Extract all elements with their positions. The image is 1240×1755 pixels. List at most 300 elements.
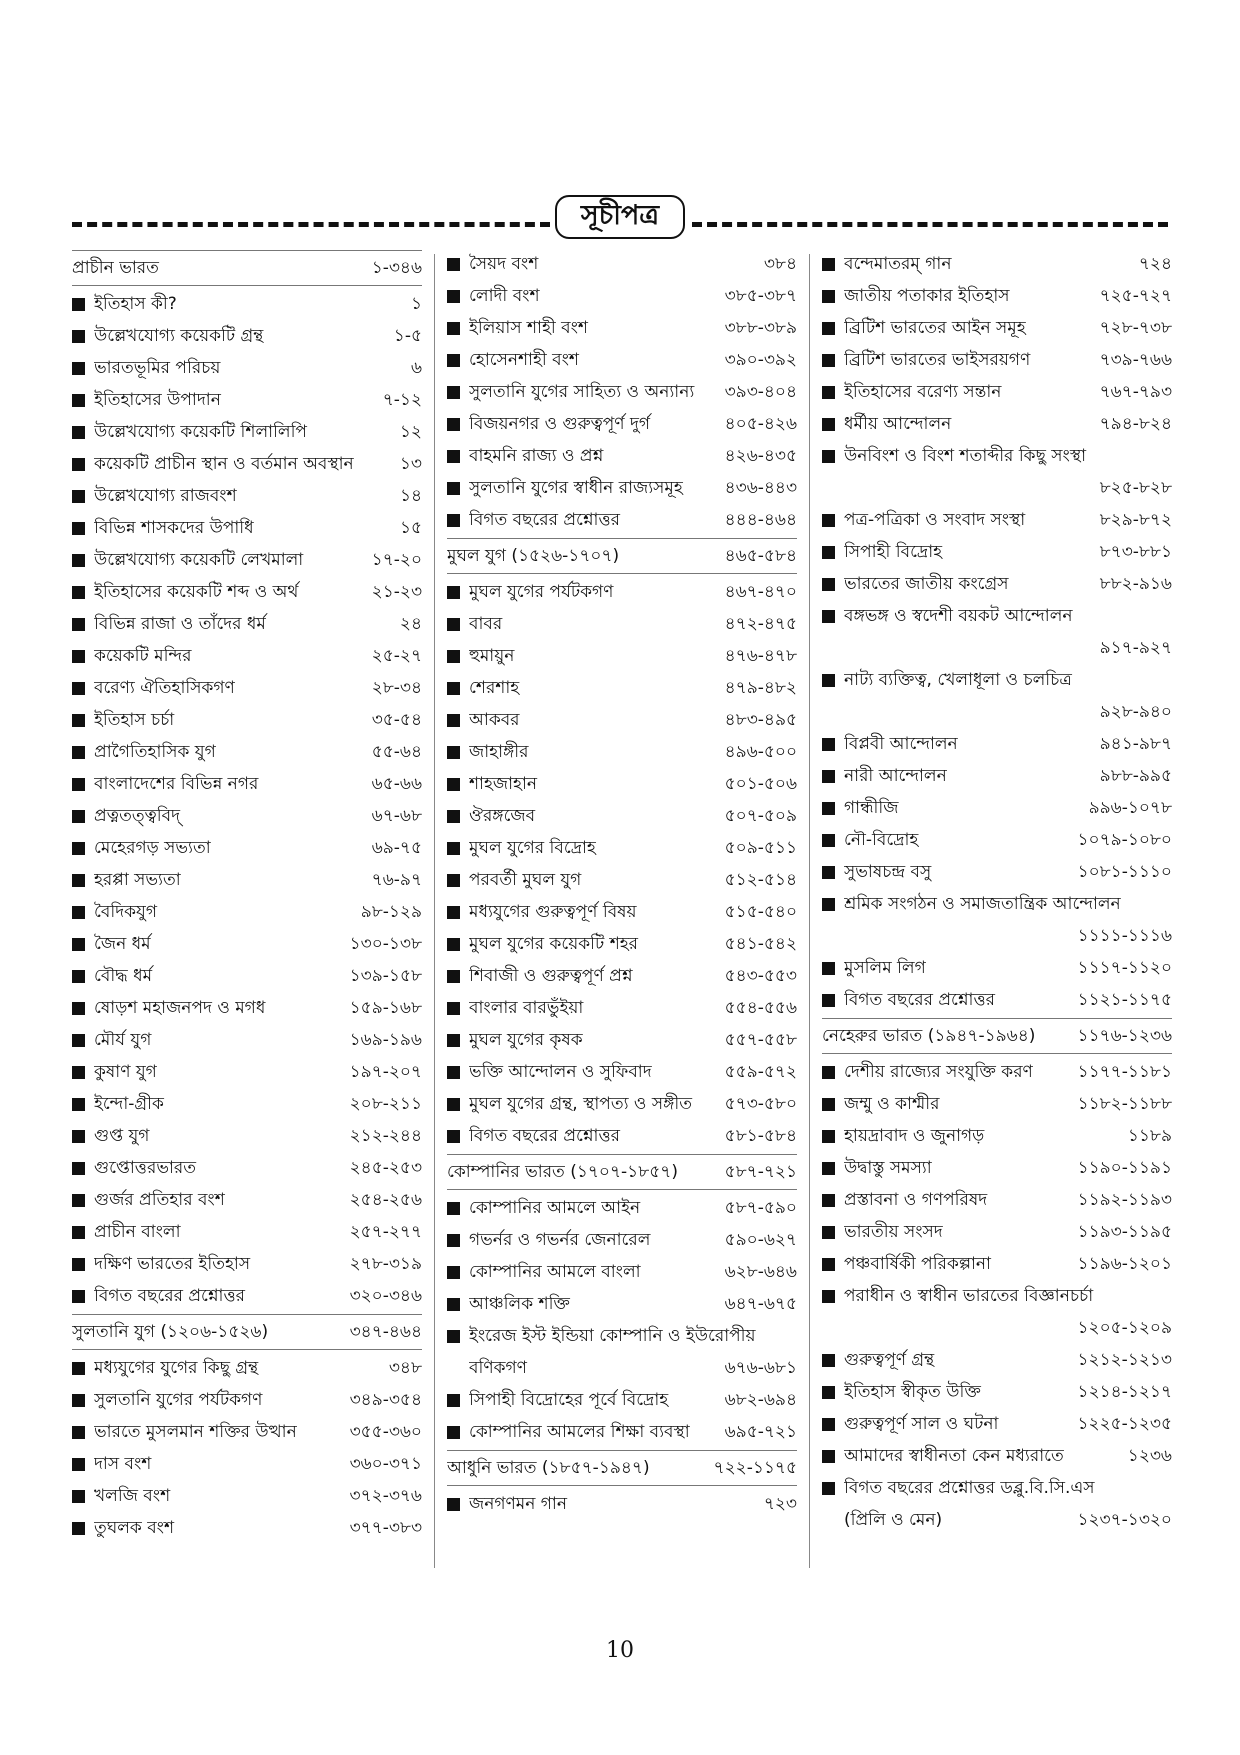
entry-title: খলজি বংশ — [94, 1486, 171, 1506]
toc-entry — [447, 376, 797, 408]
entry-page-range: ৭-১২ — [382, 390, 422, 410]
bullet-square-icon — [72, 650, 85, 663]
bullet-square-icon — [72, 1362, 85, 1375]
toc-entry — [822, 1184, 1172, 1216]
toc-entry — [447, 1488, 797, 1520]
bullet-square-icon — [822, 610, 835, 623]
entry-title: সুলতানি যুগের স্বাধীন রাজ্যসমূহ — [469, 478, 683, 498]
entry-page-range: ৯২৮-৯৪০ — [1099, 702, 1172, 722]
entry-page-range: ৫১২-৫১৪ — [724, 870, 797, 890]
toc-entry — [447, 472, 797, 504]
toc-entry — [447, 992, 797, 1024]
entry-page-range: ৫৮১-৫৮৪ — [724, 1126, 797, 1146]
entry-title: আমাদের স্বাধীনতা কেন মধ্যরাতে — [844, 1446, 1064, 1466]
bullet-square-icon — [72, 1426, 85, 1439]
entry-page-range: ৭২৫-৭২৭ — [1099, 286, 1172, 306]
entry-page-range: ৪৭২-৪৭৫ — [724, 614, 797, 634]
toc-entry — [72, 448, 422, 480]
entry-page-range: ১১৯০-১১৯১ — [1077, 1158, 1172, 1178]
toc-entry — [822, 568, 1172, 600]
section-page-range: ৭২২-১১৭৫ — [713, 1458, 797, 1478]
entry-title: বরেণ্য ঐতিহাসিকগণ — [94, 678, 235, 698]
entry-title: প্রত্নতত্ত্ববিদ্ — [94, 806, 181, 826]
entry-page-range: ২৪৫-২৫৩ — [349, 1158, 422, 1178]
entry-title: গুরুত্বপূর্ণ সাল ও ঘটনা — [844, 1414, 999, 1434]
entry-title: ভারতে মুসলমান শক্তির উত্থান — [94, 1422, 297, 1442]
column-divider — [809, 254, 810, 1568]
entry-title: হরপ্পা সভ্যতা — [94, 870, 181, 890]
bullet-square-icon — [822, 1354, 835, 1367]
entry-page-range: ১১৮২-১১৮৮ — [1077, 1094, 1172, 1114]
entry-title: জৈন ধর্ম — [94, 934, 151, 954]
entry-page-range: ২৭৮-৩১৯ — [349, 1254, 422, 1274]
bullet-square-icon — [72, 394, 85, 407]
toc-entry — [72, 1088, 422, 1120]
toc-entry — [822, 376, 1172, 408]
entry-page-range: ৬৮২-৬৯৪ — [724, 1390, 797, 1410]
entry-title: কোম্পানির আমলের শিক্ষা ব্যবস্থা — [469, 1422, 690, 1442]
entry-page-range: ৭৬-৯৭ — [371, 870, 422, 890]
toc-entry — [822, 664, 1172, 696]
toc-entry — [822, 504, 1172, 536]
entry-title: মুঘল যুগের কয়েকটি শহর — [469, 934, 639, 954]
entry-title: সৈয়দ বংশ — [469, 254, 539, 274]
entry-page-range: ৫০১-৫০৬ — [724, 774, 797, 794]
toc-entry — [447, 1192, 797, 1224]
entry-page-range: ১৪ — [399, 486, 422, 506]
toc-entry — [72, 832, 422, 864]
bullet-square-icon — [447, 1202, 460, 1215]
bullet-square-icon — [447, 1098, 460, 1111]
entry-title: ব্রিটিশ ভারতের ভাইসরয়গণ — [844, 350, 1031, 370]
bullet-square-icon — [72, 970, 85, 983]
toc-entry — [822, 344, 1172, 376]
bullet-square-icon — [822, 514, 835, 527]
entry-page-range: ৫৫৯-৫৭২ — [724, 1062, 797, 1082]
bullet-square-icon — [822, 322, 835, 335]
bullet-square-icon — [72, 522, 85, 535]
entry-page-range: ১১৯২-১১৯৩ — [1077, 1190, 1172, 1210]
entry-title: মুঘল যুগের কৃষক — [469, 1030, 583, 1050]
toc-entry — [72, 736, 422, 768]
entry-page-range: ৮২৫-৮২৮ — [1099, 478, 1172, 498]
entry-page-range: ৩৮৪ — [763, 254, 797, 274]
entry-title: বিগত বছরের প্রশ্নোত্তর ডব্লু.বি.সি.এস — [844, 1478, 1095, 1498]
bullet-square-icon — [447, 586, 460, 599]
toc-entry — [72, 416, 422, 448]
bullet-square-icon — [822, 1226, 835, 1239]
toc-entry — [72, 800, 422, 832]
entry-title: কয়েকটি প্রাচীন স্থান ও বর্তমান অবস্থান — [94, 454, 354, 474]
toc-entry — [72, 640, 422, 672]
toc-entry — [447, 768, 797, 800]
bullet-square-icon — [72, 778, 85, 791]
entry-page-range: ৫৫৪-৫৫৬ — [724, 998, 797, 1018]
bullet-square-icon — [822, 450, 835, 463]
entry-page-range: ২১২-২৪৪ — [349, 1126, 422, 1146]
entry-title: উল্লেখযোগ্য রাজবংশ — [94, 486, 237, 506]
toc-section-heading — [822, 1018, 1172, 1054]
toc-entry — [822, 856, 1172, 888]
entry-page-range: ১১৮৯ — [1127, 1126, 1172, 1146]
header-dash-right — [692, 222, 1168, 227]
bullet-square-icon — [447, 290, 460, 303]
entry-title: জাতীয় পতাকার ইতিহাস — [844, 286, 1010, 306]
entry-title: বিগত বছরের প্রশ্নোত্তর — [94, 1286, 245, 1306]
entry-page-range: ৭৩৯-৭৬৬ — [1099, 350, 1172, 370]
bullet-square-icon — [822, 1418, 835, 1431]
bullet-square-icon — [72, 1290, 85, 1303]
entry-page-range: ১৭-২০ — [371, 550, 422, 570]
entry-page-range: ৩৪৮ — [388, 1358, 422, 1378]
page-number: 10 — [606, 1638, 634, 1663]
toc-entry — [822, 760, 1172, 792]
toc-entry — [72, 1248, 422, 1280]
entry-title: পঞ্চবার্ষিকী পরিকল্পানা — [844, 1254, 991, 1274]
bullet-square-icon — [822, 1162, 835, 1175]
entry-title: প্রস্তাবনা ও গণপরিষদ — [844, 1190, 988, 1210]
entry-title: ইতিহাসের কয়েকটি শব্দ ও অর্থ — [94, 582, 299, 602]
section-title: মুঘল যুগ (১৫২৬-১৭০৭) — [447, 546, 620, 566]
entry-title: গুপ্তোত্তরভারত — [94, 1158, 197, 1178]
section-page-range: ১১৭৬-১২৩৬ — [1077, 1026, 1172, 1046]
bullet-square-icon — [72, 554, 85, 567]
bullet-square-icon — [447, 1330, 460, 1343]
toc-entry — [72, 1152, 422, 1184]
entry-page-range: ১-৫ — [393, 326, 422, 346]
entry-page-range: ১৬৯-১৯৬ — [349, 1030, 422, 1050]
entry-title: বণিকগণ — [469, 1358, 527, 1378]
entry-page-range: ৩৮৮-৩৮৯ — [724, 318, 797, 338]
entry-title: বিভিন্ন রাজা ও তাঁদের ধর্ম — [94, 614, 266, 634]
column-divider — [434, 254, 435, 1568]
bullet-square-icon — [72, 1258, 85, 1271]
toc-entry — [447, 928, 797, 960]
toc-entry — [72, 1448, 422, 1480]
toc-column-1 — [72, 248, 422, 1544]
entry-title: ইতিহাস স্বীকৃত উক্তি — [844, 1382, 981, 1402]
toc-entry — [822, 888, 1172, 920]
bullet-square-icon — [822, 258, 835, 271]
bullet-square-icon — [447, 322, 460, 335]
entry-page-range: ৩২০-৩৪৬ — [349, 1286, 422, 1306]
page-title: সূচীপত্র — [555, 195, 685, 239]
toc-entry — [72, 1184, 422, 1216]
entry-title: মুসলিম লিগ — [844, 958, 926, 978]
bullet-square-icon — [447, 354, 460, 367]
entry-page-range: ১১৯৩-১১৯৫ — [1077, 1222, 1172, 1242]
bullet-square-icon — [822, 1258, 835, 1271]
toc-entry — [822, 1152, 1172, 1184]
toc-entry — [822, 248, 1172, 280]
toc-entry — [822, 824, 1172, 856]
toc-entry — [72, 960, 422, 992]
entry-title: মুঘল যুগের বিদ্রোহ — [469, 838, 596, 858]
entry-page-range: ৪৯৬-৫০০ — [724, 742, 797, 762]
entry-title: ভারতের জাতীয় কংগ্রেস — [844, 574, 1009, 594]
toc-entry — [72, 384, 422, 416]
toc-entry — [72, 1056, 422, 1088]
toc-entry — [72, 1120, 422, 1152]
entry-page-range: ৩৬০-৩৭১ — [349, 1454, 422, 1474]
entry-title: সুভাষচন্দ্র বসু — [844, 862, 932, 882]
entry-title: তুঘলক বংশ — [94, 1518, 175, 1538]
entry-title: বৈদিকযুগ — [94, 902, 157, 922]
toc-entry — [72, 1352, 422, 1384]
entry-title: বঙ্গভঙ্গ ও স্বদেশী বয়কট আন্দোলন — [844, 606, 1073, 626]
entry-title: নাট্য ব্যক্তিত্ব, খেলাধূলা ও চলচিত্র — [844, 670, 1072, 690]
entry-title: হায়দ্রাবাদ ও জুনাগড় — [844, 1126, 985, 1146]
bullet-square-icon — [72, 906, 85, 919]
entry-page-range: ১২ — [399, 422, 422, 442]
entry-page-range: ৯১৭-৯২৭ — [1099, 638, 1172, 658]
toc-entry — [822, 728, 1172, 760]
toc-entry — [72, 704, 422, 736]
toc-entry — [822, 312, 1172, 344]
bullet-square-icon — [447, 778, 460, 791]
bullet-square-icon — [447, 418, 460, 431]
header-dash-left — [72, 222, 550, 227]
toc-entry — [72, 576, 422, 608]
bullet-square-icon — [72, 682, 85, 695]
entry-title: উদ্বাস্তু সমস্যা — [844, 1158, 932, 1178]
toc-entry — [72, 1480, 422, 1512]
entry-page-range: ৭২৪ — [1138, 254, 1172, 274]
entry-page-range: ১০৮১-১১১০ — [1077, 862, 1172, 882]
entry-page-range: ২১-২৩ — [371, 582, 422, 602]
toc-entry — [72, 608, 422, 640]
toc-entry — [447, 248, 797, 280]
bullet-square-icon — [447, 386, 460, 399]
entry-title: পরাধীন ও স্বাধীন ভারতের বিজ্ঞানচর্চা — [844, 1286, 1094, 1306]
toc-entry — [72, 480, 422, 512]
entry-page-range: ১২১২-১২১৩ — [1077, 1350, 1172, 1370]
entry-title: মেহেরগড় সভ্যতা — [94, 838, 211, 858]
entry-page-range: ৫৫৭-৫৫৮ — [724, 1030, 797, 1050]
entry-title: ব্রিটিশ ভারতের আইন সমূহ — [844, 318, 1026, 338]
toc-entry — [72, 1280, 422, 1312]
entry-page-range: ৩৫৫-৩৬০ — [349, 1422, 422, 1442]
bullet-square-icon — [72, 458, 85, 471]
entry-page-range: ২৫-২৭ — [371, 646, 422, 666]
entry-page-range: ২৮-৩৪ — [371, 678, 422, 698]
toc-column-3 — [822, 248, 1172, 1536]
bullet-square-icon — [447, 714, 460, 727]
bullet-square-icon — [447, 258, 460, 271]
bullet-square-icon — [447, 906, 460, 919]
toc-entry-continuation — [822, 696, 1172, 728]
bullet-square-icon — [447, 842, 460, 855]
entry-page-range: ৮৭৩-৮৮১ — [1099, 542, 1172, 562]
entry-title: (প্রিলি ও মেন) — [844, 1510, 943, 1530]
bullet-square-icon — [822, 578, 835, 591]
toc-entry — [447, 344, 797, 376]
toc-entry — [72, 1384, 422, 1416]
toc-entry-continuation — [822, 472, 1172, 504]
entry-title: হোসেনশাহী বংশ — [469, 350, 579, 370]
bullet-square-icon — [447, 1394, 460, 1407]
entry-page-range: ১১২১-১১৭৫ — [1077, 990, 1172, 1010]
entry-page-range: ৪২৬-৪৩৫ — [724, 446, 797, 466]
entry-title: ধর্মীয় আন্দোলন — [844, 414, 952, 434]
toc-entry — [72, 352, 422, 384]
entry-page-range: ৪৮৩-৪৯৫ — [724, 710, 797, 730]
entry-title: মুঘল যুগের গ্রন্থ, স্থাপত্য ও সঙ্গীত — [469, 1094, 692, 1114]
toc-entry — [72, 544, 422, 576]
entry-title: ইতিহাস কী? — [94, 294, 177, 314]
entry-title: মুঘল যুগের পর্যটকগণ — [469, 582, 614, 602]
entry-title: সুলতানি যুগের সাহিত্য ও অন্যান্য — [469, 382, 695, 402]
section-title: নেহেরুর ভারত (১৯৪৭-১৯৬৪) — [822, 1026, 1036, 1046]
entry-page-range: ১১১৭-১১২০ — [1077, 958, 1172, 978]
entry-title: জম্মু ও কাশ্মীর — [844, 1094, 940, 1114]
toc-entry — [822, 1344, 1172, 1376]
bullet-square-icon — [447, 746, 460, 759]
toc-entry — [447, 280, 797, 312]
entry-page-range: ৬৫-৬৬ — [371, 774, 422, 794]
toc-entry — [822, 792, 1172, 824]
entry-page-range: ১২৩৭-১৩২০ — [1077, 1510, 1172, 1530]
bullet-square-icon — [822, 290, 835, 303]
entry-page-range: ৭৯৪-৮২৪ — [1099, 414, 1172, 434]
toc-entry — [822, 536, 1172, 568]
entry-page-range: ৬৯-৭৫ — [371, 838, 422, 858]
entry-page-range: ৩৯৩-৪০৪ — [724, 382, 797, 402]
entry-page-range: ১৩০-১৩৮ — [349, 934, 422, 954]
toc-entry — [447, 1256, 797, 1288]
toc-entry — [72, 992, 422, 1024]
entry-title: মধ্যযুগের গুরুত্বপূর্ণ বিষয় — [469, 902, 637, 922]
bullet-square-icon — [822, 418, 835, 431]
entry-title: প্রাচীন বাংলা — [94, 1222, 181, 1242]
toc-entry — [447, 864, 797, 896]
toc-section-heading — [447, 538, 797, 574]
bullet-square-icon — [447, 1498, 460, 1511]
entry-title: ইতিহাস চর্চা — [94, 710, 175, 730]
entry-title: উল্লেখযোগ্য কয়েকটি গ্রন্থ — [94, 326, 264, 346]
entry-title: শাহজাহান — [469, 774, 538, 794]
entry-title: গুরুত্বপূর্ণ গ্রন্থ — [844, 1350, 935, 1370]
bullet-square-icon — [822, 1130, 835, 1143]
toc-entry — [447, 504, 797, 536]
entry-title: কয়েকটি মন্দির — [94, 646, 192, 666]
bullet-square-icon — [822, 770, 835, 783]
entry-page-range: ১২৩৬ — [1127, 1446, 1172, 1466]
entry-title: ঔরঙ্গজেব — [469, 806, 536, 826]
bullet-square-icon — [447, 874, 460, 887]
entry-page-range: ৫০৯-৫১১ — [724, 838, 797, 858]
entry-page-range: ৬৭৬-৬৮১ — [724, 1358, 797, 1378]
entry-title: বিগত বছরের প্রশ্নোত্তর — [844, 990, 995, 1010]
entry-page-range: ১১৯৬-১২০১ — [1077, 1254, 1172, 1274]
entry-page-range: ৬৭-৬৮ — [371, 806, 422, 826]
bullet-square-icon — [72, 618, 85, 631]
entry-title: বিজয়নগর ও গুরুত্বপূর্ণ দুর্গ — [469, 414, 651, 434]
entry-title: উনবিংশ ও বিংশ শতাব্দীর কিছু সংস্থা — [844, 446, 1087, 466]
entry-title: গুপ্ত যুগ — [94, 1126, 150, 1146]
entry-page-range: ২৫৭-২৭৭ — [349, 1222, 422, 1242]
entry-title: গুর্জর প্রতিহার বংশ — [94, 1190, 225, 1210]
toc-entry — [72, 1024, 422, 1056]
toc-entry — [822, 1216, 1172, 1248]
entry-title: নারী আন্দোলন — [844, 766, 947, 786]
entry-page-range: ৫৮৭-৫৯০ — [724, 1198, 797, 1218]
entry-page-range: ৮৮২-৯১৬ — [1099, 574, 1172, 594]
entry-page-range: ৮২৯-৮৭২ — [1099, 510, 1172, 530]
entry-title: আকবর — [469, 710, 520, 730]
entry-page-range: ১২১৪-১২১৭ — [1077, 1382, 1172, 1402]
entry-page-range: ৩৭৭-৩৮৩ — [349, 1518, 422, 1538]
bullet-square-icon — [447, 450, 460, 463]
toc-entry — [822, 1088, 1172, 1120]
entry-page-range: ১২২৫-১২৩৫ — [1077, 1414, 1172, 1434]
toc-entry — [72, 928, 422, 960]
entry-page-range: ১১১১-১১১৬ — [1077, 926, 1172, 946]
entry-page-range: ৫৪১-৫৪২ — [724, 934, 797, 954]
bullet-square-icon — [822, 994, 835, 1007]
bullet-square-icon — [72, 1226, 85, 1239]
entry-title: ভক্তি আন্দোলন ও সুফিবাদ — [469, 1062, 652, 1082]
entry-title: কুষাণ যুগ — [94, 1062, 157, 1082]
entry-page-range: ৭২৩ — [763, 1494, 797, 1514]
entry-page-range: ১৫৯-১৬৮ — [349, 998, 422, 1018]
entry-title: বাংলাদেশের বিভিন্ন নগর — [94, 774, 259, 794]
bullet-square-icon — [72, 1394, 85, 1407]
toc-entry — [72, 1216, 422, 1248]
toc-entry — [822, 440, 1172, 472]
bullet-square-icon — [822, 834, 835, 847]
entry-page-range: ৩৫-৫৪ — [371, 710, 422, 730]
entry-title: বাংলার বারভুঁইয়া — [469, 998, 584, 1018]
entry-title: প্রাগৈতিহাসিক যুগ — [94, 742, 216, 762]
bullet-square-icon — [447, 650, 460, 663]
entry-title: ইতিহাসের উপাদান — [94, 390, 221, 410]
entry-title: সিপাহী বিদ্রোহ — [844, 542, 943, 562]
bullet-square-icon — [822, 386, 835, 399]
toc-entry — [822, 1056, 1172, 1088]
section-page-range: ৩৪৭-৪৬৪ — [349, 1322, 422, 1342]
entry-page-range: ৪০৫-৪২৬ — [724, 414, 797, 434]
toc-entry — [447, 1120, 797, 1152]
toc-entry — [447, 1056, 797, 1088]
toc-entry — [447, 608, 797, 640]
entry-title: লোদী বংশ — [469, 286, 540, 306]
toc-entry-continuation — [822, 1504, 1172, 1536]
entry-page-range: ১০৭৯-১০৮০ — [1077, 830, 1172, 850]
bullet-square-icon — [447, 682, 460, 695]
toc-entry — [447, 1288, 797, 1320]
entry-title: পরবর্তী মুঘল যুগ — [469, 870, 582, 890]
entry-page-range: ১ — [410, 294, 422, 314]
toc-entry — [72, 288, 422, 320]
toc-entry — [822, 952, 1172, 984]
section-title: প্রাচীন ভারত — [72, 258, 159, 278]
entry-title: সিপাহী বিদ্রোহের পূর্বে বিদ্রোহ — [469, 1390, 669, 1410]
bullet-square-icon — [447, 970, 460, 983]
entry-page-range: ২০৮-২১১ — [349, 1094, 422, 1114]
bullet-square-icon — [72, 1162, 85, 1175]
toc-entry — [822, 1120, 1172, 1152]
entry-page-range: ১৯৭-২০৭ — [349, 1062, 422, 1082]
bullet-square-icon — [822, 1386, 835, 1399]
bullet-square-icon — [72, 298, 85, 311]
bullet-square-icon — [447, 1002, 460, 1015]
entry-page-range: ১৩ — [399, 454, 422, 474]
toc-entry — [72, 1512, 422, 1544]
bullet-square-icon — [72, 426, 85, 439]
entry-title: উল্লেখযোগ্য কয়েকটি লেখমালা — [94, 550, 304, 570]
toc-entry — [822, 1472, 1172, 1504]
